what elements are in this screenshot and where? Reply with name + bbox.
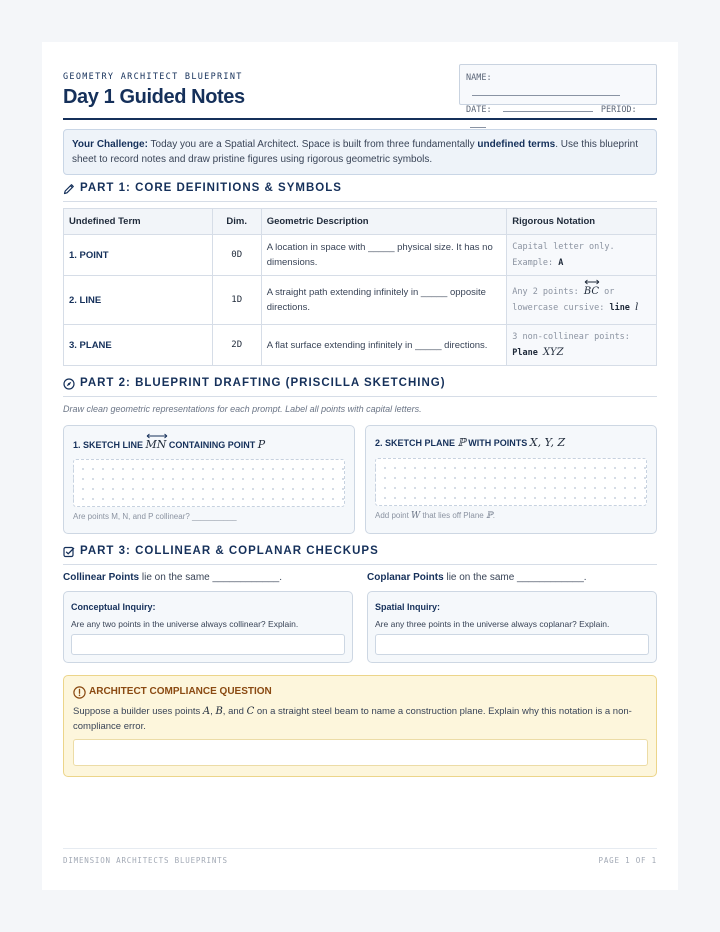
challenge-callout	[63, 129, 657, 175]
sketch-card-plane	[365, 425, 657, 534]
notation-line: 3 non-collinear points:	[512, 332, 630, 342]
notation-bold: Plane	[512, 348, 538, 358]
sketch-hint: Add point W that lies off Plane ℙ.	[375, 511, 495, 521]
term-cell: 1. POINT	[64, 235, 213, 276]
line-notation-math: BC	[584, 284, 599, 300]
alert-circle-icon	[73, 686, 86, 699]
name-field[interactable]	[472, 87, 620, 96]
notation-suffix: or	[599, 287, 615, 297]
table-row	[64, 235, 657, 276]
drafting-instructions: Draw clean geometric representations for each prompt. Label all points with capital letters.	[63, 404, 422, 414]
header-divider	[63, 118, 657, 120]
table-row	[64, 276, 657, 325]
challenge-bold-term: undefined terms	[477, 139, 556, 150]
description-cell: A location in space with _____ physical size. It has no dimensions.	[261, 235, 507, 276]
brand-label: GEOMETRY ARCHITECT BLUEPRINT	[63, 72, 243, 82]
footer-brand: DIMENSION ARCHITECTS BLUEPRINTS	[63, 856, 228, 865]
challenge-text-2: . Use this blueprint sheet to record notes and draw pristine figures using rigorous geometric symbols.	[72, 139, 639, 165]
line-mn-math: MN	[146, 438, 167, 451]
collinear-definition: Collinear Points lie on the same ____________.	[63, 572, 283, 583]
page-number: PAGE 1 OF 1	[598, 856, 657, 865]
sketch-card-line	[63, 425, 355, 534]
part3-heading	[63, 545, 657, 565]
sketch-card-title: 1. SKETCH LINE MN CONTAINING POINT P	[73, 438, 265, 451]
name-label: NAME:	[466, 73, 492, 83]
compass-icon	[63, 378, 75, 390]
notation-cell	[507, 235, 657, 276]
notation-cell	[507, 276, 657, 325]
column-header: Dim.	[212, 209, 261, 235]
notation-bold: line	[609, 303, 630, 313]
coplanar-definition: Coplanar Points lie on the same ____________.	[367, 572, 587, 583]
sketch-card-title: 2. SKETCH PLANE ℙ WITH POINTS X, Y, Z	[375, 436, 566, 449]
notation-example: A	[558, 258, 564, 268]
sketch-area[interactable]	[73, 459, 345, 507]
part2-heading	[63, 377, 657, 397]
description-cell: A flat surface extending infinitely in _____ directions.	[261, 325, 507, 366]
challenge-text-1: Today you are a Spatial Architect. Space is built from three fundamentally	[147, 139, 478, 150]
challenge-lead: Your Challenge:	[72, 139, 148, 150]
double-arrow-icon	[146, 433, 168, 439]
column-header: Undefined Term	[64, 209, 213, 235]
footer-divider	[63, 848, 657, 849]
sketch-area[interactable]	[375, 458, 647, 506]
coplanar-answer-field[interactable]	[375, 634, 649, 655]
inquiry-title: Conceptual Inquiry:	[71, 602, 156, 612]
column-header: Rigorous Notation	[507, 209, 657, 235]
compliance-title: ARCHITECT COMPLIANCE QUESTION	[89, 686, 272, 697]
part3-heading-text: PART 3: COLLINEAR & COPLANAR CHECKUPS	[80, 545, 379, 557]
definitions-table	[63, 208, 657, 366]
coplanar-inquiry-card	[367, 591, 657, 663]
pencil-icon	[63, 183, 75, 195]
page-title: Day 1 Guided Notes	[63, 86, 245, 108]
worksheet-page	[42, 42, 678, 890]
period-field[interactable]	[470, 119, 486, 128]
notation-math: XYZ	[542, 347, 564, 358]
part1-heading-text: PART 1: CORE DEFINITIONS & SYMBOLS	[80, 182, 342, 194]
student-info-box	[459, 64, 657, 115]
inquiry-question: Are any three points in the universe always coplanar? Explain.	[375, 619, 610, 629]
description-cell: A straight path extending infinitely in _____ opposite directions.	[261, 276, 507, 325]
notation-prefix: Example:	[512, 258, 559, 268]
table-row	[64, 325, 657, 366]
notation-line: Any 2 points:	[512, 287, 584, 297]
notation-math: l	[635, 302, 639, 313]
inquiry-title: Spatial Inquiry:	[375, 602, 441, 612]
term-cell: 2. LINE	[64, 276, 213, 325]
date-field[interactable]	[503, 103, 593, 112]
term-cell: 3. PLANE	[64, 325, 213, 366]
notation-prefix: lowercase cursive:	[512, 303, 610, 313]
double-arrow-icon	[584, 279, 600, 285]
collinear-inquiry-card	[63, 591, 353, 663]
dimension-cell: 0D	[212, 235, 261, 276]
table-header-row	[64, 209, 657, 235]
collinear-answer-field[interactable]	[71, 634, 345, 655]
notation-cell	[507, 325, 657, 366]
inquiry-question: Are any two points in the universe always collinear? Explain.	[71, 619, 299, 629]
column-header: Geometric Description	[261, 209, 507, 235]
dimension-cell: 2D	[212, 325, 261, 366]
period-label: PERIOD:	[600, 105, 637, 115]
compliance-question: Suppose a builder uses points A, B, and C on a straight steel beam to name a construction plane. Explain why this notation is a non-compliance error.	[73, 706, 632, 732]
part2-heading-text: PART 2: BLUEPRINT DRAFTING (PRISCILLA SKETCHING)	[80, 377, 446, 389]
compliance-callout	[63, 675, 657, 777]
compliance-answer-field[interactable]	[73, 739, 648, 766]
dimension-cell: 1D	[212, 276, 261, 325]
checkbox-icon	[63, 546, 75, 558]
sketch-hint: Are points M, N, and P collinear? __________	[73, 512, 237, 521]
part1-heading	[63, 182, 657, 202]
notation-line: Capital letter only.	[512, 242, 615, 252]
date-label: DATE:	[466, 105, 492, 115]
